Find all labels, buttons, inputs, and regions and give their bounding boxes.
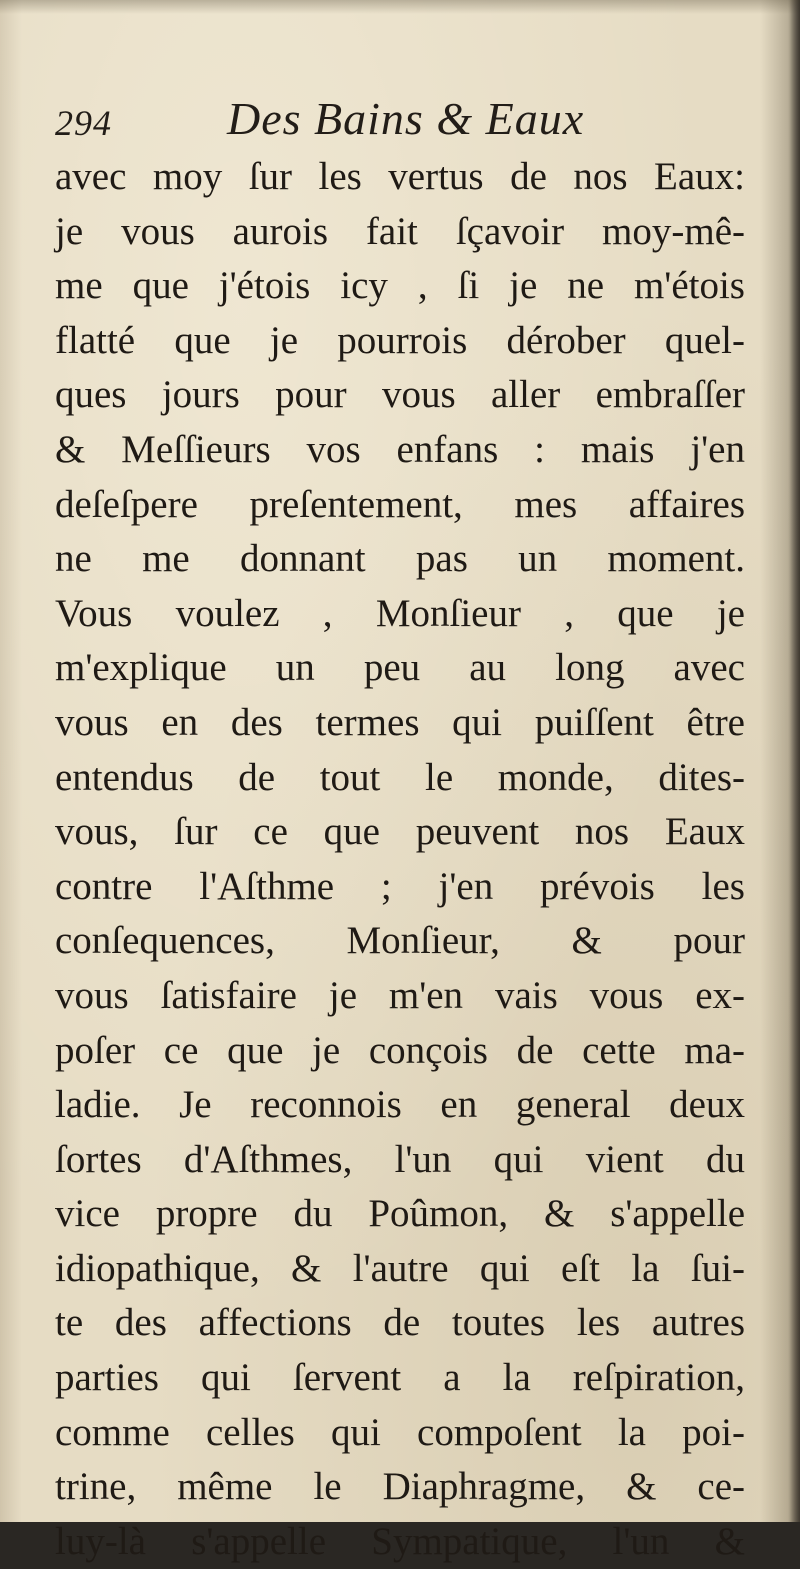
text-line: entendus de tout le monde, dites-: [55, 755, 745, 799]
text-line: parties qui ſervent a la reſpiration,: [55, 1356, 745, 1400]
text-line: te des affections de toutes les autres: [55, 1301, 745, 1345]
text-line: ſortes d'Aſthmes, l'un qui vient du: [55, 1137, 745, 1181]
text-line: vous ſatisfaire je m'en vais vous ex-: [55, 973, 745, 1017]
text-line: trine, même le Diaphragme, & ce-: [55, 1465, 745, 1509]
text-line: contre l'Aſthme ; j'en prévois les: [55, 864, 745, 908]
text-line: me que j'étois icy , ſi je ne m'étois: [55, 264, 745, 308]
text-line: luy-là s'appelle Sympatique, l'un &: [55, 1519, 745, 1563]
text-line: ladie. Je reconnois en general deux: [55, 1083, 745, 1127]
text-line: m'explique un peu au long avec: [55, 646, 745, 690]
text-line: ne me donnant pas un moment.: [55, 537, 745, 581]
text-line: vice propre du Poûmon, & s'appelle: [55, 1192, 745, 1236]
text-line: poſer ce que je conçois de cette ma-: [55, 1028, 745, 1072]
page-gutter-edge: [788, 0, 800, 1522]
page-top-shadow: [0, 0, 800, 14]
text-line: conſequences, Monſieur, & pour: [55, 919, 745, 963]
running-head: Des Bains & Eaux: [227, 93, 585, 144]
text-line: je vous aurois fait ſçavoir moy-mê-: [55, 209, 745, 253]
text-line: vous en des termes qui puiſſent être: [55, 700, 745, 744]
text-line: Vous voulez , Monſieur , que je: [55, 591, 745, 635]
body-text: [55, 150, 745, 1569]
text-line: comme celles qui compoſent la poi-: [55, 1410, 745, 1454]
text-line: deſeſpere preſentement, mes affaires: [55, 482, 745, 526]
page-number: 294: [55, 103, 112, 143]
text-line: & Meſſieurs vos enfans : mais j'en: [55, 427, 745, 471]
text-line: idiopathique, & l'autre qui eſt la ſui-: [55, 1246, 745, 1290]
text-line: avec moy ſur les vertus de nos Eaux:: [55, 155, 745, 198]
text-line: ques jours pour vous aller embraſſer: [55, 373, 745, 417]
text-line: flatté que je pourrois dérober quel-: [55, 318, 745, 362]
text-line: vous, ſur ce que peuvent nos Eaux: [55, 810, 745, 854]
